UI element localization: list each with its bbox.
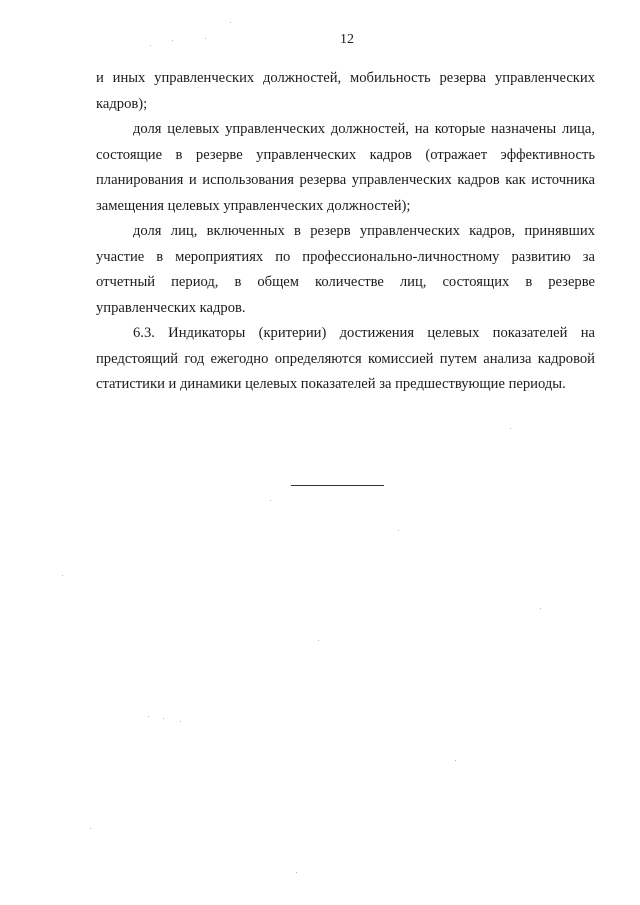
page-number: 12 xyxy=(340,32,354,47)
end-of-text-rule xyxy=(291,485,384,486)
scan-speck xyxy=(148,716,149,717)
scan-speck xyxy=(318,640,319,641)
scan-speck xyxy=(230,22,231,23)
scan-speck xyxy=(180,721,181,722)
paragraph-target-positions-share: доля целевых управленческих должностей, на которые назначены лица, состоящие в резерве управленческих кадров (отражает эффективность планирования и использования резерва управленческих кадров как источника замещения целевых управленческих должностей); xyxy=(96,121,595,214)
scan-speck xyxy=(540,608,541,609)
scan-speck xyxy=(62,575,63,576)
scan-speck xyxy=(163,718,164,719)
scan-speck xyxy=(172,40,173,41)
scan-speck xyxy=(270,500,271,501)
paragraph-development-participation-share: доля лиц, включенных в резерв управленческих кадров, принявших участие в мероприятиях по профессионально-личностному развитию за отчетный период, в общем количестве лиц, состоящих в резерве управленческих кадров. xyxy=(96,223,595,316)
scan-speck xyxy=(296,872,297,873)
scan-speck xyxy=(205,38,206,39)
scan-speck xyxy=(150,45,151,46)
scan-speck xyxy=(510,428,511,429)
scan-speck xyxy=(455,760,456,761)
paragraph-section-6-3: 6.3. Индикаторы (критерии) достижения целевых показателей на предстоящий год ежегодно определяются комиссией путем анализа кадровой статистики и динамики целевых показателей за предшествующие периоды. xyxy=(96,325,595,392)
document-body xyxy=(96,66,595,398)
paragraph-continuation: и иных управленческих должностей, мобильность резерва управленческих кадров); xyxy=(96,70,595,112)
scan-speck xyxy=(90,828,91,829)
scan-speck xyxy=(398,530,399,531)
